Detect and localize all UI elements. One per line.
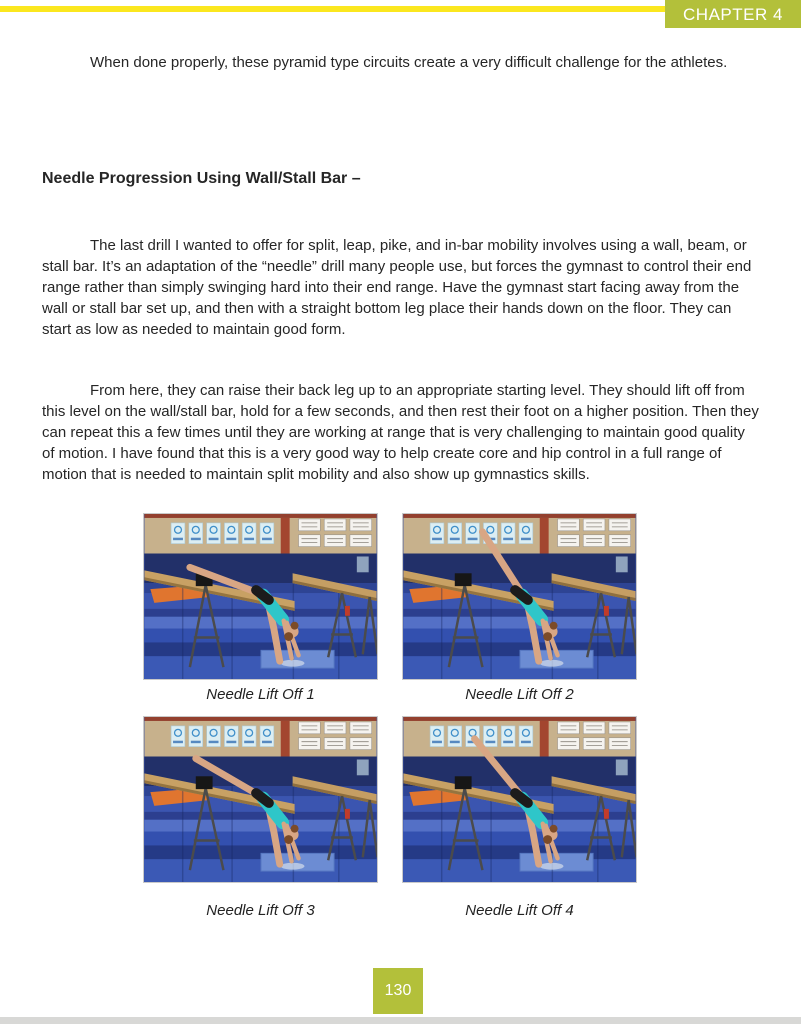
section-heading: Needle Progression Using Wall/Stall Bar – [42,170,361,187]
paragraph-intro: When done properly, these pyramid type circuits create a very difficult challenge for the athletes. [90,54,728,71]
top-yellow-stripe [0,6,665,12]
needle-photo-4 [402,716,637,883]
needle-photo-2 [402,513,637,680]
chapter-badge [665,0,801,28]
paragraph-progression: From here, they can raise their back leg up to an appropriate starting level. They should lift off from this level on the wall/stall bar, hold for a few seconds, and then rest their foot on a higher position. Then they can repeat this a few times until they are working at range that is very challenging to maintain good quality of motion. I have found that this is a very good way to help create core and hip control in a full range of motion that is needed to maintain split mobility and also show up gymnastics skills. [42,382,759,483]
caption-needle-lift-off-1: Needle Lift Off 1 [206,686,315,703]
caption-needle-lift-off-2: Needle Lift Off 2 [465,686,574,703]
caption-row-1 [143,686,637,703]
gym-scene-illustration-1 [144,514,377,679]
caption-row-2 [143,902,637,919]
page-number-badge [373,968,423,1014]
gym-scene-illustration-2 [403,514,636,679]
needle-photo-3 [143,716,378,883]
page-number: 130 [384,982,412,999]
page-bottom-edge [0,1017,801,1024]
paragraph-drill-description: The last drill I wanted to offer for split, leap, pike, and in-bar mobility involves using a wall, beam, or stall bar. It’s an adaptation of the “needle” drill many people use, but forces the gymnast to control their end range rather than simply swinging hard into their end range. Have the gymnast start facing away from the wall or stall bar set up, and then with a straight bottom leg place their hands down on the floor. They can start as low as needed to maintain good form. [42,237,752,338]
caption-needle-lift-off-3: Needle Lift Off 3 [206,902,315,919]
caption-needle-lift-off-4: Needle Lift Off 4 [465,902,574,919]
gym-scene-illustration-3 [144,717,377,882]
photo-row-2 [143,716,637,883]
gym-scene-illustration-4 [403,717,636,882]
photo-row-1 [143,513,637,680]
chapter-label: CHAPTER 4 [683,4,783,24]
needle-photo-1 [143,513,378,680]
